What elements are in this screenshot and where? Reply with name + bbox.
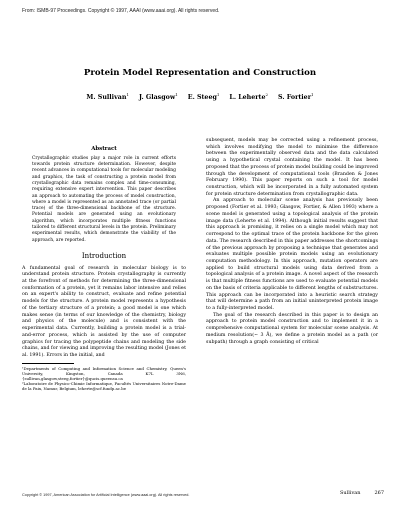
footer-copyright: Copyright © 1997, American Association for Artificial Intelligence (www.aaai.org). All rights reserved.: [22, 493, 190, 497]
author: L. Leherte$^2$: [229, 92, 269, 102]
copyright-banner: From: ISMB-97 Proceedings. Copyright © 1997, AAAI (www.aaai.org). All rights reserved.: [22, 8, 220, 14]
body-paragraph: The goal of the research described in this paper is to design an approach to protein model construction and to implement it in a comprehensive computational system for molecular scene analysis. At medium resolution(∼ 3 Å), we define a protein model as a path (or subpath) through a graph consisting of critical: [206, 312, 378, 345]
running-footer: [340, 490, 384, 496]
running-head: Sullivan: [340, 490, 361, 496]
intro-paragraph: A fundamental goal of research in molecular biology is to understand protein structure. Protein crystallography is currently at the forefront of methods for determining the three-dimensional conformation of a protein, yet it remains labor intensive and relies on an expert's ability to construct, evaluate and refine potential models for the structure. A protein model represents a hypothesis of the tertiary structure of a protein; a good model is one which makes sense (in terms of our knowledge of the chemistry, biology and physics of the molecule) and is consistent with the experimental data. Currently, building a protein model is a trial-and-error process, which is assisted by the use of computer graphics for tracing the polypeptide chains and modeling the side chains, and for viewing and improving the resulting model (Jones et al. 1991). Errors in the initial, and: [22, 265, 186, 358]
abstract-heading: Abstract: [91, 146, 117, 152]
author: M. Sullivan$^1$: [86, 92, 129, 102]
page-number: 267: [374, 490, 385, 496]
footnote-rule: [22, 363, 74, 364]
body-paragraph: subsequent, models may be corrected using a refinement process, which involves modifying the model to minimise the difference between the experimentally observed data and the data calculated using a hypothetical crystal containing the model. It has been proposed that the process of protein model building could be improved through the development of computational tools (Branden & Jones February 1990). This paper reports on such a tool for model construction, which will be incorporated in a fully automated system for protein structure determination from crystallographic data.: [206, 138, 378, 197]
body-paragraph: An approach to molecular scene analysis has previously been proposed (Fortier et al. 1993; Glasgow, Fortier, & Allen 1993) where a scene model is generated using a topological analysis of the protein image data (Leherte et al. 1994). Although initial results suggest that this approach is promising, it relies on a single model which may not correspond to the optimal trace of the protein backbone for the given data. The research described in this paper addresses the shortcomings of the previous approach by proposing a technique that generates and evaluates multiple possible protein models using an evolutionary computation methodology. In this approach, mutation operators are applied to build structural models using data derived from a topological analysis of a protein image. A novel aspect of the research is that multiple fitness functions are used to evaluate potential models on the basis of criteria applicable to different lengths of substructures. This approach can be incorporated into a heuristic search strategy that will determine a path from an initial uninterpreted protein image to a fully-interpreted model.: [206, 198, 378, 311]
footnote: ²Laboratoire de Physico-Chimie Informatique, Facultés Universitaires Notre-Dame de la Paix, Namur, Belgium, leherte@scf.fundp.ac.be: [22, 380, 186, 392]
author-list: [0, 92, 400, 101]
introduction-heading: Introduction: [81, 251, 127, 260]
paper-title: Protein Model Representation and Construction: [83, 68, 317, 78]
author: J. Glasgow$^1$: [138, 92, 178, 102]
right-column: [206, 138, 378, 346]
footnote: ¹Departments of Computing and Information Science and Chemistry, Queen's University, Kingston, Canada K7L 3N6, {sullivan,glasgow,steeg,fortier}@qucis.queensu.ca: [22, 365, 186, 381]
author: S. Fortier$^1$: [278, 92, 314, 102]
abstract-text: Crystallographic studies play a major role in current efforts towards protein structure determination. However, despite recent advances in computational tools for molecular modeling and graphics, the task of constructing a protein model from crystallographic data remains complex and time-consuming, requiring extensive expert intervention. This paper describes an approach to automating the process of model construction, where a model is represented as an annotated trace (or partial trace) of the three-dimensional backbone of the structure. Potential models are generated using an evolutionary algorithm, which incorporates multiple fitness functions tailored to different structural levels in the protein. Preliminary experimental results, which demonstrate the viability of the approach, are reported.: [32, 155, 176, 243]
author: E. Steeg$^1$: [187, 92, 220, 102]
left-column: [22, 146, 186, 391]
